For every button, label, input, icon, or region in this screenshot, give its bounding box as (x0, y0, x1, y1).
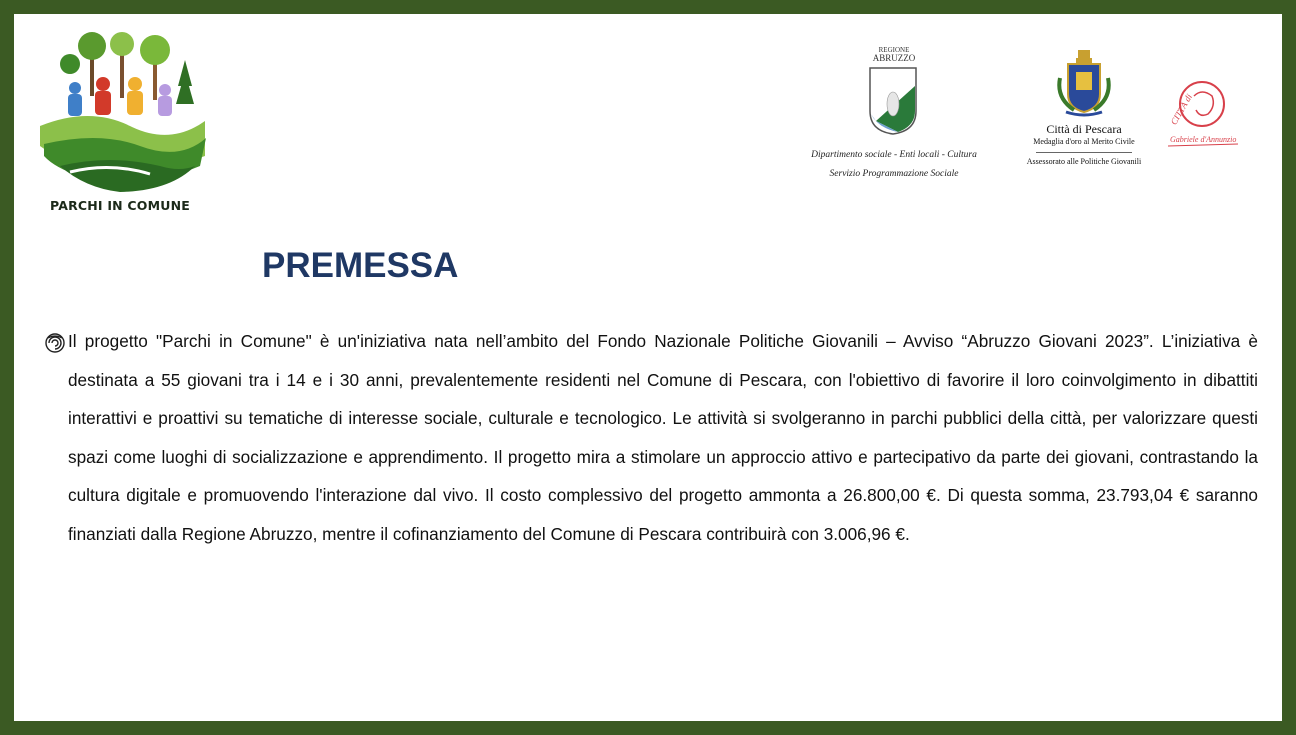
divider (1036, 152, 1132, 153)
abruzzo-shield-icon (868, 66, 918, 136)
region-name (854, 46, 934, 62)
assessorato: Assessorato alle Politiche Giovanili (1026, 157, 1142, 166)
dannunzio-text-line2: Gabriele d'Annunzio (1170, 135, 1237, 144)
logo-caption: PARCHI IN COMUNE (49, 198, 190, 213)
page-title: PREMESSA (262, 246, 459, 285)
swirl-bullet-icon (44, 332, 66, 354)
parchi-logo-graphic (30, 26, 210, 196)
citta-di-pescara-logo (1014, 48, 1154, 178)
city-medal: Medaglia d'oro al Merito Civile (1033, 137, 1135, 146)
regione-abruzzo-logo (804, 46, 984, 186)
region-name-line1: REGIONE (878, 46, 910, 54)
parchi-in-comune-logo (30, 26, 210, 216)
slide (14, 14, 1282, 721)
department-line2: Servizio Programmazione Sociale (829, 169, 959, 179)
body-paragraph: Il progetto "Parchi in Comune" è un'iniziativa nata nell’ambito del Fondo Nazionale Politiche Giovanili – Avviso “Abruzzo Giovani 2023”. L’iniziativa è destinata a 55 giovani tra i 14 e i 30 anni, prevalentemente residenti nel Comune di Pescara, con l'obiettivo di favorire il loro coinvolgimento in dibattiti interattivi e proattivi su tematiche di interesse sociale, culturale e tecnologico. Le attività si svolgeranno in parchi pubblici della città, per valorizzare questi spazi come luoghi di socializzazione e apprendimento. Il progetto mira a stimolare un approccio attivo e partecipativo da parte dei giovani, contrastando la cultura digitale e promuovendo l'interazione dal vivo. Il costo complessivo del progetto ammonta a 26.800,00 €. Di questa somma, 23.793,04 € saranno finanziati dalla Regione Abruzzo, mentre il cofinanziamento del Comune di Pescara contribuirà con 3.006,96 €. (68, 331, 1258, 544)
pescara-coat-of-arms-icon (1054, 48, 1114, 118)
department-text (804, 146, 984, 184)
department-line1: Dipartimento sociale - Enti locali - Cultura (811, 150, 977, 160)
city-name: Città di Pescara (1046, 122, 1122, 136)
dannunzio-text-line1: CITTÀ di (1168, 92, 1195, 127)
citta-dannunzio-logo (1160, 74, 1240, 154)
region-name-line2: ABRUZZO (872, 53, 916, 63)
dannunzio-portrait-icon (1160, 74, 1240, 154)
